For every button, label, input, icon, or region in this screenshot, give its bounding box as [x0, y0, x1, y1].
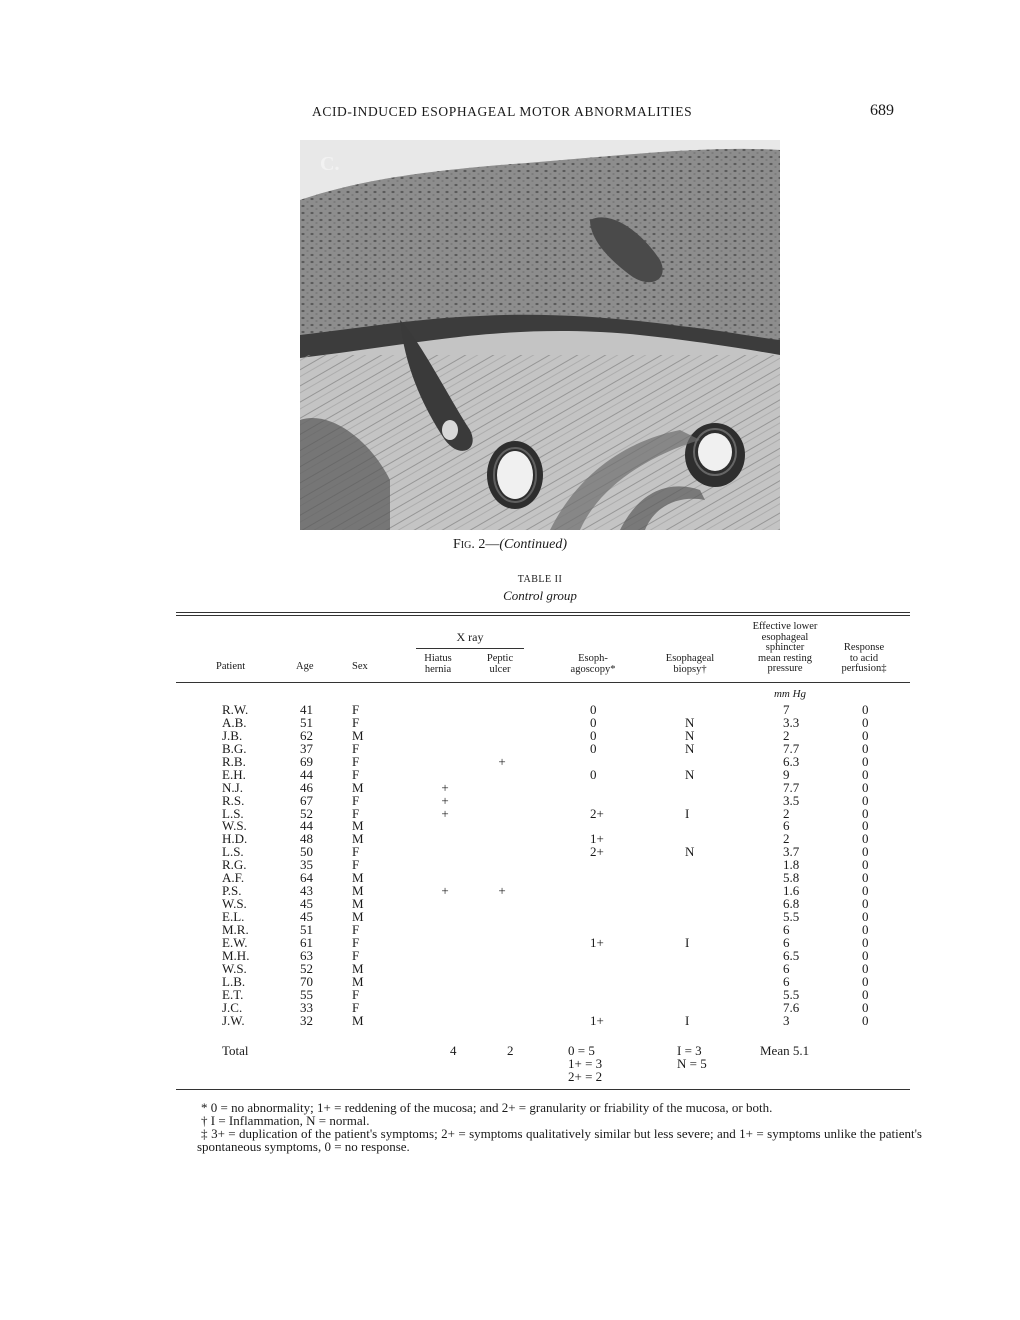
header-sex: Sex: [352, 661, 368, 672]
figure-caption-dash: —: [485, 537, 500, 552]
totals-esoph-0: 0 = 5: [568, 1043, 595, 1058]
cell-sex: F: [352, 934, 360, 950]
table-row: [0, 910, 1020, 923]
cell-pressure: 3.3: [783, 714, 800, 730]
cell-patient: L.S.: [222, 844, 244, 860]
cell-response: 0: [862, 934, 869, 950]
cell-response: 0: [862, 896, 869, 912]
cell-age: 64: [300, 870, 313, 886]
cell-sex: M: [352, 960, 364, 976]
cell-response: 0: [862, 921, 869, 937]
micrograph-image: [300, 140, 780, 530]
header-esoph-line1: Esoph-: [578, 653, 608, 664]
pressure-units: mm Hg: [773, 688, 807, 700]
cell-biopsy: N: [685, 844, 695, 860]
header-response-line1: Response: [843, 642, 885, 653]
cell-peptic-ulcer: +: [498, 753, 506, 769]
cell-age: 52: [300, 960, 313, 976]
cell-patient: E.T.: [222, 986, 244, 1002]
totals-biopsy-0: I = 3: [677, 1043, 702, 1058]
cell-esophagoscopy: 1+: [590, 1012, 604, 1028]
running-head: [0, 104, 1020, 124]
table-row: [0, 768, 1020, 781]
cell-response: 0: [862, 740, 869, 756]
cell-biopsy: I: [685, 934, 690, 950]
header-hiatus-line1: Hiatus: [424, 653, 452, 664]
cell-response: 0: [862, 986, 869, 1002]
totals-esoph-1: 1+ = 3: [568, 1056, 603, 1071]
totals-hiatus: 4: [450, 1043, 457, 1058]
cell-patient: P.S.: [222, 883, 242, 899]
cell-patient: J.C.: [222, 999, 243, 1015]
panel-letter: C.: [320, 153, 340, 175]
cell-age: 63: [300, 947, 313, 963]
page-number: 689: [870, 102, 894, 119]
totals-esoph-2: 2+ = 2: [568, 1069, 603, 1084]
cell-response: 0: [862, 753, 869, 769]
figure-caption-continued: (Continued): [499, 537, 567, 552]
header-hiatus-line2: hernia: [424, 663, 452, 675]
cell-patient: W.S.: [222, 818, 247, 834]
cell-patient: M.R.: [222, 921, 249, 937]
cell-sex: F: [352, 857, 360, 873]
cell-patient: E.H.: [222, 766, 246, 782]
cell-hiatus-hernia: +: [441, 805, 449, 821]
cell-response: 0: [862, 1012, 869, 1028]
cell-pressure: 7: [783, 702, 790, 717]
micrograph-figure: [300, 140, 780, 530]
header-xray: X ray: [456, 630, 484, 644]
table-body: [0, 703, 1020, 1026]
cell-age: 41: [300, 702, 313, 717]
cell-patient: N.J.: [222, 779, 243, 795]
cell-response: 0: [862, 973, 869, 989]
cell-esophagoscopy: 0: [590, 766, 597, 782]
cell-age: 50: [300, 844, 313, 860]
header-patient: Patient: [216, 661, 246, 672]
table-top-rule: [176, 612, 910, 613]
cell-patient: R.S.: [222, 792, 245, 808]
table-footnotes: [197, 1101, 922, 1153]
header-biopsy-line2: biopsy†: [673, 663, 707, 675]
cell-sex: M: [352, 896, 364, 912]
cell-esophagoscopy: 0: [590, 702, 597, 717]
cell-pressure: 3.5: [783, 792, 800, 808]
table-row: [0, 781, 1020, 794]
cell-pressure: 1.6: [783, 883, 800, 899]
figure-caption-label: Fig. 2: [453, 537, 486, 552]
cell-response: 0: [862, 779, 869, 795]
table-header-rule: [176, 682, 910, 683]
table-row: [0, 742, 1020, 755]
cell-sex: F: [352, 740, 360, 756]
table-row: [0, 1014, 1020, 1027]
header-esophagoscopy: [558, 654, 628, 675]
cell-response: 0: [862, 947, 869, 963]
cell-response: 0: [862, 792, 869, 808]
cell-pressure: 6: [783, 934, 790, 950]
header-pressure-line4: mean resting: [758, 652, 812, 664]
footnote-esophagoscopy: * 0 = no abnormality; 1+ = reddening of the mucosa; and 2+ = granularity or friability of the mucosa, or both.: [201, 1100, 773, 1115]
cell-esophagoscopy: 2+: [590, 805, 604, 821]
header-age: Age: [296, 661, 314, 672]
footnote-biopsy: † I = Inflammation, N = normal.: [201, 1113, 370, 1128]
table-top-rule-2: [176, 615, 910, 616]
table-row: [0, 1001, 1020, 1014]
cell-pressure: 2: [783, 727, 790, 743]
cell-pressure: 5.5: [783, 986, 800, 1002]
cell-response: 0: [862, 844, 869, 860]
header-biopsy-line1: Esophageal: [665, 653, 715, 664]
cell-age: 45: [300, 909, 313, 924]
cell-sex: F: [352, 702, 360, 717]
cell-esophagoscopy: 2+: [590, 844, 604, 860]
cell-response: 0: [862, 702, 869, 717]
cell-biopsy: N: [685, 727, 695, 743]
header-biopsy: [650, 654, 730, 675]
cell-response: 0: [862, 870, 869, 886]
cell-age: 45: [300, 896, 313, 912]
cell-pressure: 6: [783, 960, 790, 976]
cell-biopsy: I: [685, 1012, 690, 1028]
cell-patient: E.W.: [222, 934, 248, 950]
cell-response: 0: [862, 883, 869, 899]
header-pressure-line2: esophageal: [761, 631, 809, 643]
cell-peptic-ulcer: +: [498, 883, 506, 899]
table-row: [0, 794, 1020, 807]
cell-sex: M: [352, 973, 364, 989]
cell-pressure: 7.6: [783, 999, 800, 1015]
cell-patient: A.B.: [222, 714, 247, 730]
cell-response: 0: [862, 999, 869, 1015]
cell-response: 0: [862, 727, 869, 743]
cell-age: 48: [300, 831, 313, 847]
header-pressure-line5: pressure: [767, 663, 803, 674]
cell-sex: F: [352, 792, 360, 808]
cell-age: 52: [300, 805, 313, 821]
cell-age: 35: [300, 857, 313, 873]
cell-sex: M: [352, 779, 364, 795]
cell-esophagoscopy: 0: [590, 714, 597, 730]
cell-response: 0: [862, 818, 869, 834]
cell-biopsy: N: [685, 714, 695, 730]
header-pressure: [740, 622, 830, 675]
totals-peptic: 2: [507, 1043, 514, 1058]
table-row: [0, 703, 1020, 716]
cell-sex: M: [352, 818, 364, 834]
header-response-line2: to acid: [849, 652, 879, 664]
cell-biopsy: I: [685, 805, 690, 821]
totals-biopsy-1: N = 5: [677, 1056, 707, 1071]
cell-age: 33: [300, 999, 313, 1015]
table-row: [0, 975, 1020, 988]
totals-mean-pressure: Mean 5.1: [760, 1043, 810, 1058]
table-title: Control group: [503, 588, 577, 603]
cell-age: 46: [300, 779, 313, 795]
cell-pressure: 3.7: [783, 844, 800, 860]
cell-pressure: 6: [783, 921, 790, 937]
cell-pressure: 6: [783, 973, 790, 989]
table-label: TABLE II: [517, 574, 563, 585]
cell-biopsy: N: [685, 740, 695, 756]
cell-pressure: 6.3: [783, 753, 800, 769]
cell-response: 0: [862, 857, 869, 873]
cell-age: 70: [300, 973, 313, 989]
cell-sex: M: [352, 909, 364, 924]
cell-sex: M: [352, 883, 364, 899]
cell-response: 0: [862, 714, 869, 730]
cell-sex: F: [352, 844, 360, 860]
footnote-response: ‡ 3+ = duplication of the patient's symptoms; 2+ = symptoms qualitatively similar but less severe; and 1+ = symptoms unlike the patient's spontaneous symptoms, 0 = no response.: [197, 1126, 922, 1154]
cell-sex: F: [352, 947, 360, 963]
cell-patient: B.G.: [222, 740, 247, 756]
cell-sex: F: [352, 714, 360, 730]
cell-pressure: 6: [783, 818, 790, 834]
cell-patient: A.F.: [222, 870, 245, 886]
cell-esophagoscopy: 1+: [590, 934, 604, 950]
cell-biopsy: N: [685, 766, 695, 782]
cell-pressure: 5.8: [783, 870, 800, 886]
cell-patient: J.B.: [222, 727, 243, 743]
cell-age: 43: [300, 883, 313, 899]
cell-patient: W.S.: [222, 960, 247, 976]
cell-sex: F: [352, 805, 360, 821]
table-row: [0, 988, 1020, 1001]
cell-response: 0: [862, 831, 869, 847]
cell-patient: L.S.: [222, 805, 244, 821]
cell-age: 69: [300, 753, 313, 769]
cell-age: 67: [300, 792, 313, 808]
cell-esophagoscopy: 0: [590, 727, 597, 743]
cell-age: 61: [300, 934, 313, 950]
header-hiatus-hernia: [412, 654, 464, 675]
header-peptic-ulcer: [474, 654, 526, 675]
cell-patient: M.H.: [222, 947, 250, 963]
cell-hiatus-hernia: +: [441, 779, 449, 795]
xray-rule: [416, 648, 524, 649]
header-response: [826, 643, 902, 675]
table-row: [0, 962, 1020, 975]
running-title: ACID-INDUCED ESOPHAGEAL MOTOR ABNORMALITIES: [312, 104, 693, 119]
cell-age: 44: [300, 818, 313, 834]
table-row: [0, 923, 1020, 936]
cell-patient: W.S.: [222, 896, 247, 912]
header-pressure-line1: Effective lower: [752, 621, 818, 632]
cell-patient: R.W.: [222, 702, 249, 717]
cell-response: 0: [862, 909, 869, 924]
cell-pressure: 6.8: [783, 896, 800, 912]
cell-age: 44: [300, 766, 313, 782]
cell-sex: F: [352, 753, 360, 769]
header-response-line3: perfusion‡: [841, 663, 887, 674]
cell-patient: L.B.: [222, 973, 246, 989]
header-pressure-line3: sphincter: [765, 642, 805, 653]
cell-pressure: 1.8: [783, 857, 800, 873]
cell-age: 62: [300, 727, 313, 743]
header-esoph-line2: agoscopy*: [570, 663, 616, 675]
cell-sex: M: [352, 1012, 364, 1028]
cell-pressure: 6.5: [783, 947, 800, 963]
cell-esophagoscopy: 1+: [590, 831, 604, 847]
cell-age: 37: [300, 740, 313, 756]
cell-age: 32: [300, 1012, 313, 1028]
table-row: [0, 949, 1020, 962]
cell-pressure: 5.5: [783, 909, 800, 924]
cell-pressure: 7.7: [783, 779, 800, 795]
cell-pressure: 2: [783, 805, 790, 821]
header-peptic-line2: ulcer: [489, 663, 511, 675]
cell-pressure: 7.7: [783, 740, 800, 756]
cell-patient: J.W.: [222, 1012, 245, 1028]
cell-sex: M: [352, 831, 364, 847]
cell-sex: F: [352, 999, 360, 1015]
figure-caption: [0, 537, 1020, 553]
cell-sex: M: [352, 870, 364, 886]
totals-label: Total: [222, 1043, 249, 1058]
cell-sex: M: [352, 727, 364, 743]
cell-response: 0: [862, 960, 869, 976]
table-bottom-rule: [176, 1089, 910, 1090]
header-peptic-line1: Peptic: [486, 653, 514, 664]
cell-hiatus-hernia: +: [441, 883, 449, 899]
cell-pressure: 2: [783, 831, 790, 847]
cell-patient: R.G.: [222, 857, 247, 873]
cell-age: 51: [300, 714, 313, 730]
cell-patient: E.L.: [222, 909, 245, 924]
table-row: [0, 936, 1020, 949]
cell-patient: H.D.: [222, 831, 248, 847]
table-row: [0, 755, 1020, 768]
cell-age: 51: [300, 921, 313, 937]
cell-pressure: 9: [783, 766, 790, 782]
cell-patient: R.B.: [222, 753, 246, 769]
cell-pressure: 3: [783, 1012, 790, 1028]
cell-response: 0: [862, 766, 869, 782]
cell-response: 0: [862, 805, 869, 821]
cell-esophagoscopy: 0: [590, 740, 597, 756]
cell-sex: F: [352, 986, 360, 1002]
cell-sex: F: [352, 766, 360, 782]
cell-sex: F: [352, 921, 360, 937]
table-row: [0, 716, 1020, 729]
table-row: [0, 729, 1020, 742]
cell-hiatus-hernia: +: [441, 792, 449, 808]
cell-age: 55: [300, 986, 313, 1002]
